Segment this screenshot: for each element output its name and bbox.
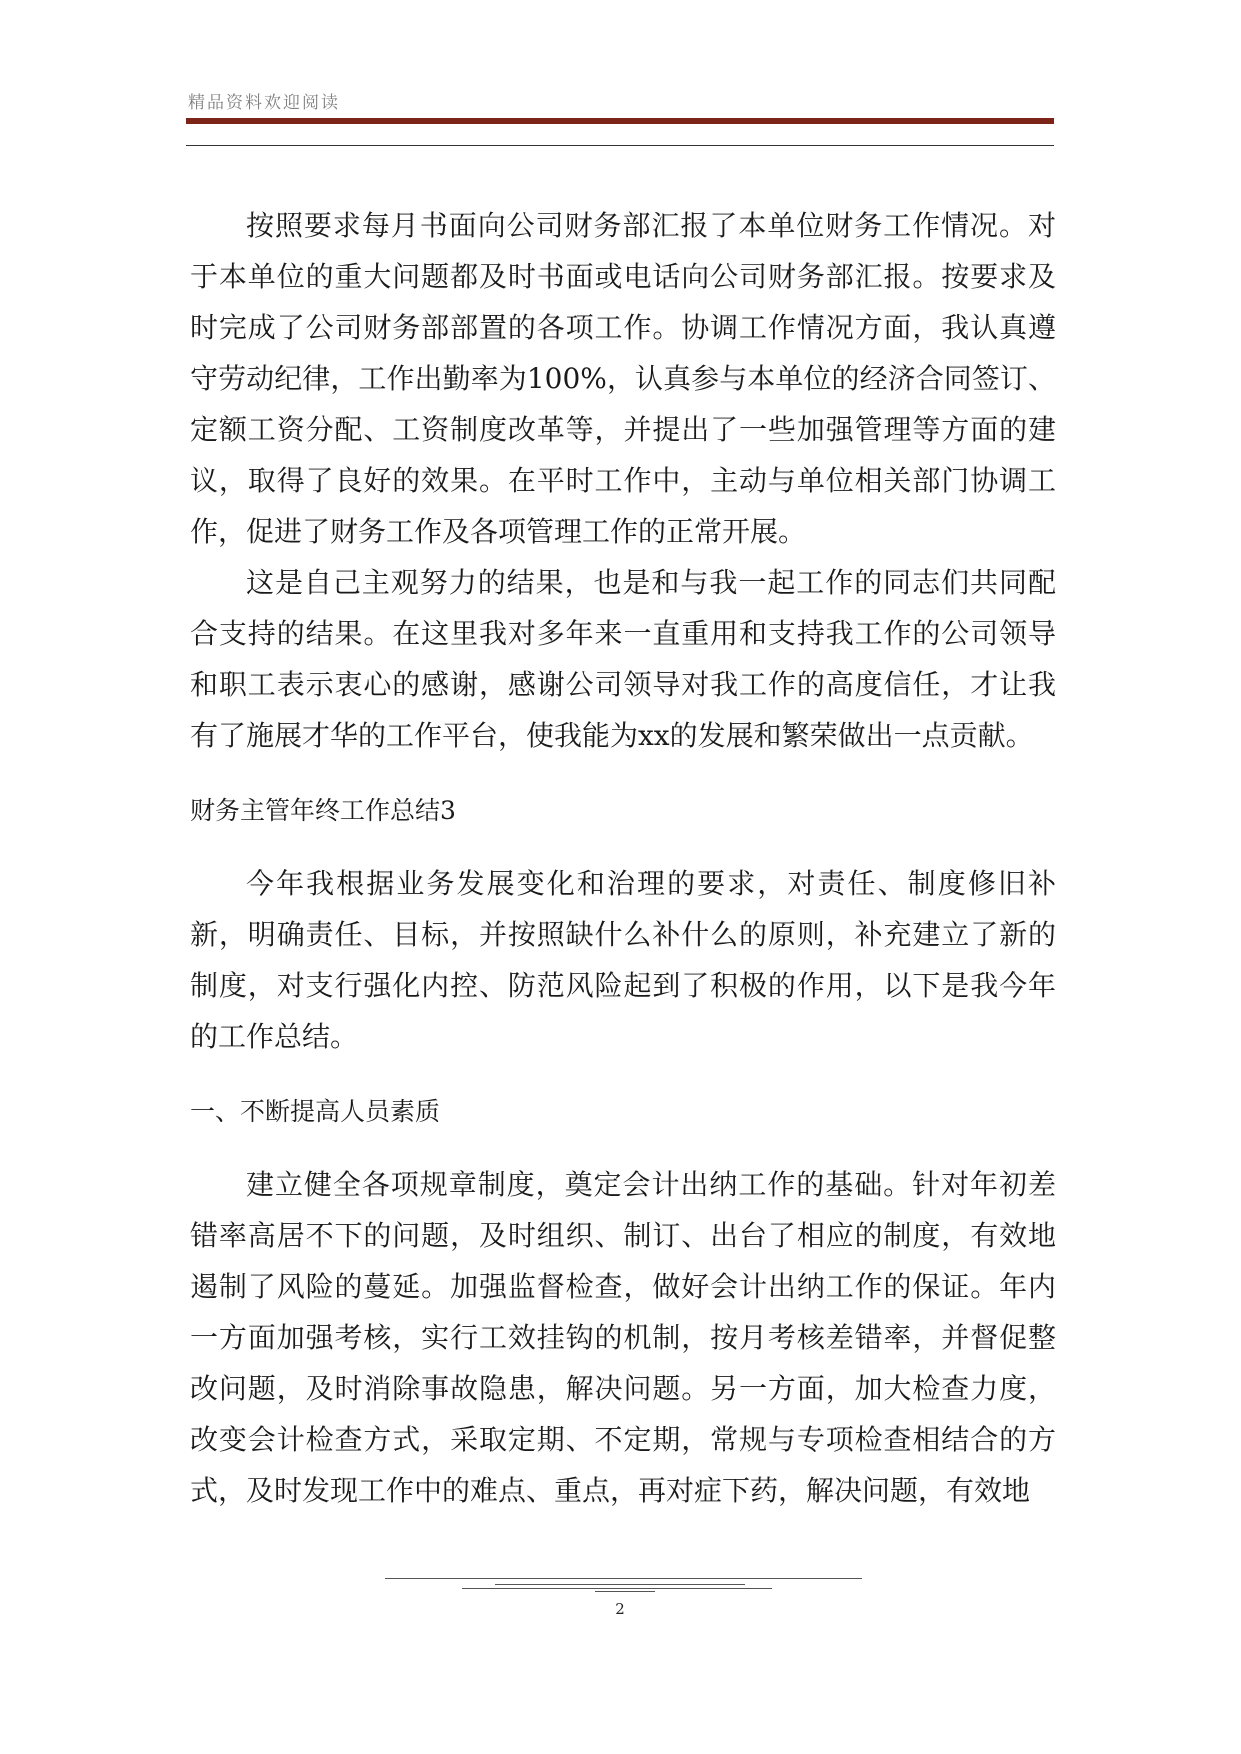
- page-header-text: 精品资料欢迎阅读: [188, 93, 340, 113]
- paragraph-4: 建立健全各项规章制度，奠定会计出纳工作的基础。针对年初差错率高居不下的问题，及时组织、制订、出台了相应的制度，有效地遏制了风险的蔓延。加强监督检查，做好会计出纳工作的保证。年内一方面加强考核，实行工效挂钩的机制，按月考核差错率，并督促整改问题，及时消除事故隐患，解决问题。另一方面，加大检查力度，改变会计检查方式，采取定期、不定期，常规与专项检查相结合的方式，及时发现工作中的难点、重点，再对症下药，解决问题，有效地: [190, 1168, 1056, 1507]
- footer-rule-1: [385, 1578, 862, 1579]
- paragraph-2: 这是自己主观努力的结果，也是和与我一起工作的同志们共同配合支持的结果。在这里我对多年来一直重用和支持我工作的公司领导和职工表示衷心的感谢，感谢公司领导对我工作的高度信任，才让我有了施展才华的工作平台，使我能为xx的发展和繁荣做出一点贡献。: [190, 566, 1056, 752]
- header-rule-thin: [186, 145, 1054, 146]
- footer-rule-4: [595, 1591, 655, 1592]
- section-heading-2: 一、不断提高人员素质: [190, 1097, 441, 1126]
- header-rule-thick: [186, 118, 1054, 124]
- paragraph-3: 今年我根据业务发展变化和治理的要求，对责任、制度修旧补新，明确责任、目标，并按照缺什么补什么的原则，补充建立了新的制度，对支行强化内控、防范风险起到了积极的作用，以下是我今年的工作总结。: [190, 867, 1056, 1053]
- footer-rule-3: [462, 1588, 772, 1589]
- footer-rule-2: [495, 1584, 745, 1585]
- section-heading-1: 财务主管年终工作总结3: [190, 796, 456, 825]
- paragraph-1: 按照要求每月书面向公司财务部汇报了本单位财务工作情况。对于本单位的重大问题都及时书面或电话向公司财务部汇报。按要求及时完成了公司财务部部置的各项工作。协调工作情况方面，我认真遵守劳动纪律，工作出勤率为100%，认真参与本单位的经济合同签订、定额工资分配、工资制度改革等，并提出了一些加强管理等方面的建议，取得了良好的效果。在平时工作中，主动与单位相关部门协调工作，促进了财务工作及各项管理工作的正常开展。: [190, 209, 1056, 548]
- page-number: 2: [615, 1600, 625, 1618]
- document-body: [190, 200, 1056, 1516]
